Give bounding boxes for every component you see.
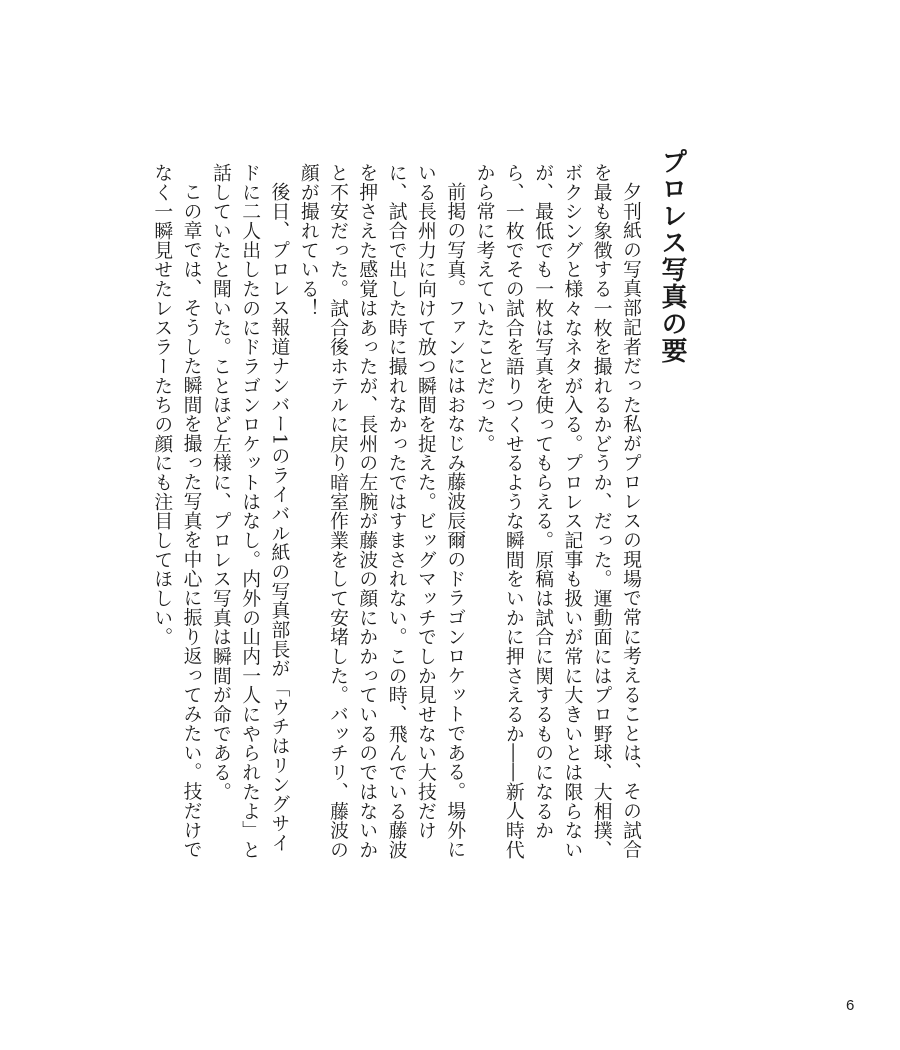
paragraph: この章では、そうした瞬間を撮った写真を中心に振り返ってみたい。技だけでなく一瞬見せたレスラーたちの顔にも注目してほしい。 bbox=[151, 163, 202, 859]
page-number: 6 bbox=[846, 997, 855, 1014]
body-text bbox=[151, 163, 645, 863]
paragraph: 夕刊紙の写真部記者だった私がプロレスの現場で常に考えることは、その試合を最も象徴する一枚を撮れるかどうか、だった。運動面にはプロ野球、大相撲、ボクシングと様々なネタが入る。プロレス記事も扱いが常に大きいとは限らないが、最低でも一枚は写真を使ってもらえる。原稿は試合に関するものになるから、一枚でその試合を語りつくせるような瞬間をいかに押さえるか――新人時代から常に考えていたことだった。 bbox=[473, 163, 641, 860]
chapter-title: プロレス写真の要 bbox=[657, 148, 687, 364]
paragraph: 前掲の写真。ファンにはおなじみ藤波辰爾のドラゴンロケットである。場外にいる長州力に向けて放つ瞬間を捉えた。ビッグマッチでしか見せない大技だけに、試合で出した時に撮れなかったではすまされない。この時、飛んでいる藤波を押さえた感覚はあったが、長州の左腕が藤波の顔にかかっているのではないかと不安だった。試合後ホテルに戻り暗室作業をして安堵した。バッチリ、藤波の顔が撮れている！ bbox=[297, 163, 466, 860]
paragraph: 後日、プロレス報道ナンバー1のライバル紙の写真部長が「ウチはリングサイドに二人出したのにドラゴンロケットはなし。内外の山内一人にやられたよ」と話していたと聞いた。ことほど左様に、プロレス写真は瞬間が命である。 bbox=[209, 163, 290, 860]
